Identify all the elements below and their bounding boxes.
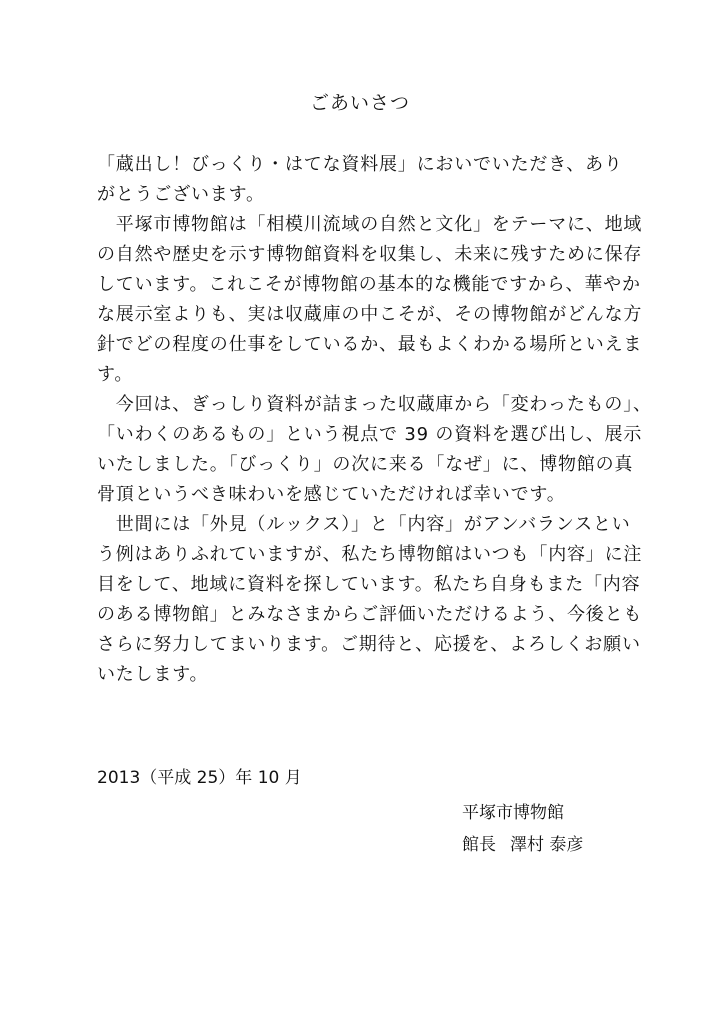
director-signature [462,832,583,858]
director-title: 館長 [462,835,496,855]
body-line: 目をして、地域に資料を探しています。私たち自身もまた「内容 [97,574,641,595]
body-line: 平塚市博物館は「相模川流域の自然と文化」をテーマに、地域 [97,214,643,235]
body-line: 針でどの程度の仕事をしているか、最もよくわかる場所といえま [97,334,643,355]
director-name: 澤村 泰彦 [510,835,584,855]
body-line: 骨頂というべき味わいを感じていただければ幸いです。 [97,484,566,505]
body-line: 「蔵出し！びっくり・はてな資料展」においでいただき、あり [97,154,623,175]
body-line: す。 [97,364,134,385]
body-line: さらに努力してまいります。ご期待と、応援を、よろしくお願い [97,634,641,655]
greeting-body [97,150,652,690]
page-title: ごあいさつ [309,92,410,114]
body-line: いたしました。「びっくり」の次に来る「なぜ」に、博物館の真 [97,454,634,475]
body-line: がとうございます。 [97,184,265,205]
body-line: しています。これこそが博物館の基本的な機能ですから、華やか [97,274,641,295]
body-line: な展示室よりも、実は収蔵庫の中こそが、その博物館がどんな方 [97,304,643,325]
organization-name: 平塚市博物館 [462,803,564,823]
body-line: のある博物館」とみなさまからご評価いただけるよう、今後とも [97,604,643,625]
body-line: いたします。 [97,664,209,685]
date-line: 2013（平成 25）年 10 月 [97,768,302,788]
body-line: 世間には「外見（ルックス）」と「内容」がアンバランスとい [97,514,631,535]
body-line: 「いわくのあるもの」という視点で 39 の資料を選び出し、展示 [97,424,643,445]
body-line: の自然や歴史を示す博物館資料を収集し、未来に残すために保存 [97,244,643,265]
body-line: 今回は、ぎっしり資料が詰まった収蔵庫から「変わったもの」、 [97,394,652,415]
body-line: う例はありふれていますが、私たち博物館はいつも「内容」に注 [97,544,643,565]
